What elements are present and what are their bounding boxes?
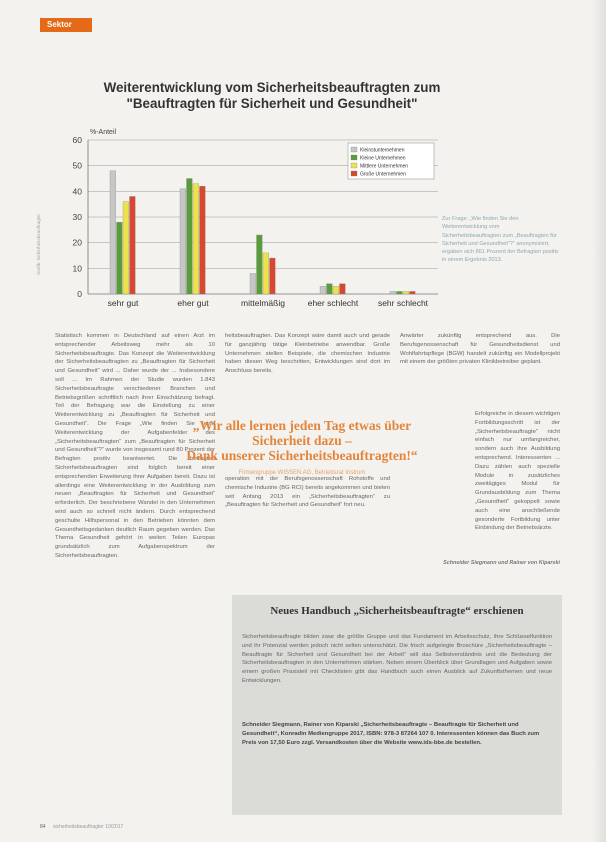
bar-chart [58,126,448,318]
author-byline: Schneider Siegmann und Rainer von Kiparski [443,560,560,566]
pull-quote-line2: Sicherheit dazu – [252,433,352,448]
y-tick-label: 60 [72,135,82,145]
legend-entry: Kleine Unternehmen [360,155,406,162]
bar [200,186,206,294]
article-title [62,80,482,112]
bar [193,184,199,294]
bar [327,284,333,294]
info-box-title: Neues Handbuch „Sicherheitsbeauftragte“ erschienen [270,605,524,617]
body-column-3b: Erfolgreiche in diesem wichtigen Fortbildungsschritt ist der „Sicherheitsbeauftragte“ nicht einfach nur umfangreicher, sondern auch ihre Ausbildung entsprechend. Interessenten ... Dazu zählen auch spezielle Module in zusätzliches zweitägiges Modul für Grundausbildung zum Thema „Gesundheit“ gekoppelt sowie auch eine anschließende gesonderte Fortbildung unter Einbindung der Betriebsärzte. [475,411,560,532]
bar [333,286,339,294]
legend-entry: Große Unternehmen [360,171,406,178]
bar [340,284,346,294]
info-box [232,595,562,815]
chart-caption: Zur Frage: „Wie finden Sie den Weiterentwicklung vom Sicherheitsbeauftragten zum „Beauftragten für Sicherheit und Gesundheit“?“ anonymisiert, ergaben sich 861 Prozent der Befragten positiv in einem Ergebnis 2013. [442,216,559,264]
bar [250,273,256,294]
body-column-1: Statistisch kommen in Deutschland auf einen Arzt im entsprechender Arbeitsweg mehr als 10 Sicherheitsbeauftragte. Das Konzept die Weiterentwicklung der Sicherheitsbeauftragten zu „Beauftragten für Sicherheit und Gesundheit“ wird ... Daher wurde der ... Insbesondere soll ... Im Rahmen der Studie wurden 1.843 Sicherheitsbeauftragte verschiedener Branchen und Betriebsgrößen schriftlich nach ihrer Einschätzung befragt. Teil der Befragung war die Einstellung zu einer Weiterentwicklung zu „Beauftragten für Sicherheit und Gesundheit“. Die Frage „Wie finden Sie eine Weiterentwicklung der Aufgabenfelder des „Sicherheitsbeauftragten“ zum „Beauftragten für Sicherheit und Gesundheit“?“ wurde von insgesamt rund 80 Prozent der Befragten positiv beantwortet. Die befragten Sicherheitsbeauftragten sind folglich bereit einer entsprechenden Erweiterung ihrer Aufgaben bereit. Dazu ist allerdings eine Weiterentwicklung in der Ausbildung zum neuen „Beauftragten für Sicherheit und Gesundheit“ erforderlich. Der beschriebene Wandel in den Unternehmen wird auch so schnell nicht ändern. Durch entsprechend geschulte Hilfspersonal in den Betrieben könnten dem Gesundheitsgedanken deutlich Raum gegeben werden. Das Thema Gesundheit gehört in weiten Teilen Europas grundsätzlich zum Aufgabenspektrum der Sicherheitsbeauftragten. [55,333,215,559]
y-tick-label: 10 [72,263,82,274]
section-tag: Sektor [40,18,92,32]
y-tick-label: 0 [77,289,82,299]
legend-swatch [351,155,357,160]
page-edge-shadow [592,0,606,842]
body-column-3: Anwärter zukünftig entsprechend aus. Die Berufsgenossenschaft für Gesundheitsdienst und Wohlfahrtspflege (BGW) handelt zukünftig ein Modellprojekt mit einem der größten privaten Klinikbetreiber geplant. [400,333,560,364]
info-box-reference: Schneider Siegmann, Rainer von Kiparski „Sicherheitsbeauftragte – Beauftragte für Sicherheit und Gesundheit“, Konradin Mediengruppe 2017, ISBN: 978-3 87264 107 0. Interessenten können das Buch zum Preis von 17,50 Euro zzgl. Versandkosten über die Website www.ids-bbe.de bestellen. [242,722,540,746]
article-title-line1: Weiterentwicklung vom Sicherheitsbeauftragten zum [103,80,441,95]
bar [130,196,136,294]
body-column-2: heitsbeauftragten. Das Konzept wäre damit auch und gerade für ganzjährig tätige Kleinbetriebe anwendbar. Große Unternehmen stellen Beispiele, die chemischen Industrie haben diesen Weg beschritten, Entwicklungen sind dort im Anschluss bereits. [225,333,390,375]
bar [117,222,123,294]
y-tick-label: 50 [72,160,82,171]
x-tick-label: sehr gut [107,298,139,308]
x-tick-label: sehr schlecht [377,298,429,308]
y-axis-label: %-Anteil [90,129,117,136]
bar [110,171,116,294]
info-box-body: Sicherheitsbeauftragte bilden zwar die größte Gruppe und das Fundament im Arbeitsschutz, ihre Schlüsselfunktion und ihr Potenzial werden jedoch nicht selten unterschätzt. Die frisch aufgelegte Broschüre „Sicherheitsbeauftragte – Beauftragte für Sicherheit und Gesundheit bei der Arbeit“ will das Selbstverständnis und die Bedeutung der Sicherheitsbeauftragten in den Unternehmen stärken. Neben einem Überblick über Grundlagen und Aufgaben sowie einem großen Praxisteil mit Checklisten gibt das Handbuch auch einen Ausblick auf Zukunftsthemen und neue Entwicklungen. [242,634,552,684]
bar [187,179,193,295]
y-tick-label: 40 [72,186,82,197]
page-number: 84 [40,824,46,830]
legend-entry: Mittlere Unternehmen [360,163,409,170]
bar [263,253,269,294]
article-title-line2: "Beauftragten für Sicherheit und Gesundheit" [126,96,418,111]
bar [397,291,403,294]
bar [390,291,396,294]
bar [180,189,186,294]
bar [123,202,129,294]
y-tick-label: 20 [72,237,82,248]
bar [320,286,326,294]
legend-swatch [351,171,357,176]
y-tick-label: 30 [72,212,82,222]
x-tick-label: eher gut [177,298,209,308]
pull-quote-line1: „Wir alle lernen jeden Tag etwas über [192,418,412,433]
bar [410,291,416,294]
pull-quote-source: Firmengruppe WISSEN AG, Betriebsrat Instrum [238,470,366,476]
x-tick-label: mittelmäßig [241,298,285,308]
legend-swatch [351,147,357,152]
page-footer [40,824,123,830]
legend-entry: Kleinstunternehmen [360,147,405,154]
pull-quote-line3: Dank unserer Sicherheitsbeauftragten!“ [186,448,418,463]
publication-name: sicherheitsbeauftragter 10/2017 [52,824,124,830]
pull-quote [127,418,477,463]
x-tick-label: eher schlecht [307,298,359,308]
body-column-2b: operation mit der Berufsgenossenschaft Rohstoffe und chemische Industrie (BG RCI) bereits angekommen und bieten seit Anfang 2013 ein „Sicherheitsbeauftragten“ zu „Beauftragten für Sicherheit und Gesundheit“ fort neu. [225,476,390,509]
bar [403,291,409,294]
vertical-credit: Grafik: Sicherheitsbeauftragter [36,213,41,275]
bar [270,258,276,294]
bar [257,235,263,294]
legend-swatch [351,163,357,168]
